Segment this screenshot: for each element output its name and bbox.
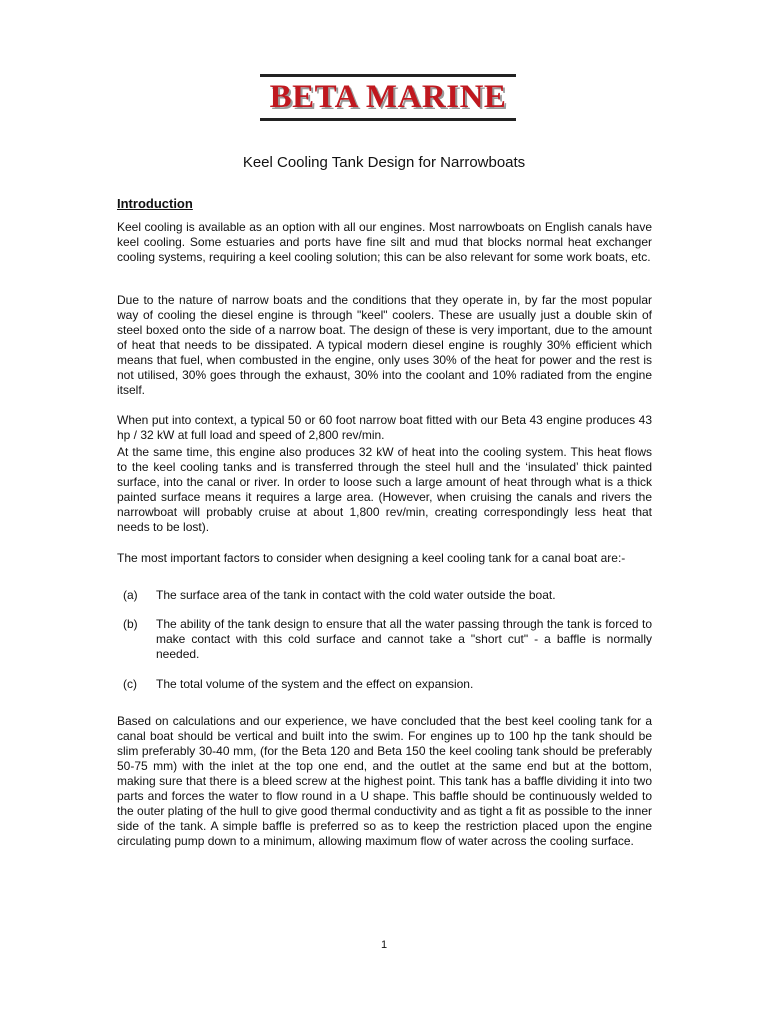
factor-text: The total volume of the system and the effect on expansion. bbox=[156, 677, 474, 691]
paragraph-tank-design: Based on calculations and our experience, we have concluded that the best keel cooling tank for a canal boat should be vertical and built into the swim. For engines up to 100 hp the tank should be slim preferably 30-40 mm, (for the Beta 120 and Beta 150 the keel cooling tank should be preferably 50-75 mm) with the inlet at the top one end, and the outlet at the same end but at the bottom, making sure that there is a bleed screw at the highest point. This tank has a baffle dividing it into two parts and forces the water to flow round in a U shape. This baffle should be continuously welded to the outer plating of the hull to give good thermal conductivity and as tight a fit as possible to the inner side of the tank. A simple baffle is preferred so as to keep the restriction placed upon the engine circulating pump down to a minimum, allowing maximum flow of water across the cooling surface. bbox=[117, 714, 652, 848]
logo-wordmark bbox=[260, 77, 516, 117]
factor-marker: (c) bbox=[123, 677, 137, 691]
logo-word-marine: MARINE bbox=[365, 79, 507, 115]
factor-text: The ability of the tank design to ensure that all the water passing through the tank is forced to make contact with this cold surface and cannot take a "short cut" - a baffle is normally needed. bbox=[156, 617, 652, 661]
paragraph-intro: Keel cooling is available as an option with all our engines. Most narrowboats on English canals have keel cooling. Some estuaries and ports have fine silt and mud that blocks normal heat exchanger cooling systems, requiring a keel cooling solution; this can be also relevant for some work boats, etc. bbox=[117, 220, 652, 264]
paragraph-heat-flow: At the same time, this engine also produces 32 kW of heat into the cooling system. This heat flows to the keel cooling tanks and is transferred through the steel hull and the ‘insulated’ thick painted surface, into the canal or river. In order to loose such a large amount of heat through what is a thick painted surface means it requires a large area. (However, when cruising the canals and rivers the narrowboat will probably cruise at about 1,800 rev/min, creating correspondingly less heat that needs to be lost). bbox=[117, 445, 652, 534]
page-number: 1 bbox=[380, 939, 388, 951]
factor-text: The surface area of the tank in contact with the cold water outside the boat. bbox=[156, 588, 556, 602]
section-heading-introduction: Introduction bbox=[117, 196, 193, 211]
logo-bottom-rule bbox=[260, 118, 516, 121]
logo-word-beta: BETA bbox=[269, 79, 358, 115]
document-title: Keel Cooling Tank Design for Narrowboats bbox=[242, 154, 526, 171]
factor-marker: (a) bbox=[123, 588, 138, 602]
beta-marine-logo bbox=[260, 74, 516, 124]
factor-marker: (b) bbox=[123, 617, 138, 631]
paragraph-factors-intro: The most important factors to consider when designing a keel cooling tank for a canal boat are:- bbox=[117, 551, 626, 565]
paragraph-beta43-output: When put into context, a typical 50 or 60 foot narrow boat fitted with our Beta 43 engine produces 43 hp / 32 kW at full load and speed of 2,800 rev/min. bbox=[117, 413, 652, 442]
paragraph-narrowboat-cooling: Due to the nature of narrow boats and the conditions that they operate in, by far the most popular way of cooling the diesel engine is through "keel" coolers. These are usually just a double skin of steel boxed onto the side of a narrow boat. The design of these is very important, due to the amount of heat that needs to be dissipated. A typical modern diesel engine is roughly 30% efficient which means that fuel, when combusted in the engine, only uses 30% of the heat for power and the rest is not utilised, 30% goes through the exhaust, 30% into the coolant and 10% radiated from the engine itself. bbox=[117, 293, 652, 397]
